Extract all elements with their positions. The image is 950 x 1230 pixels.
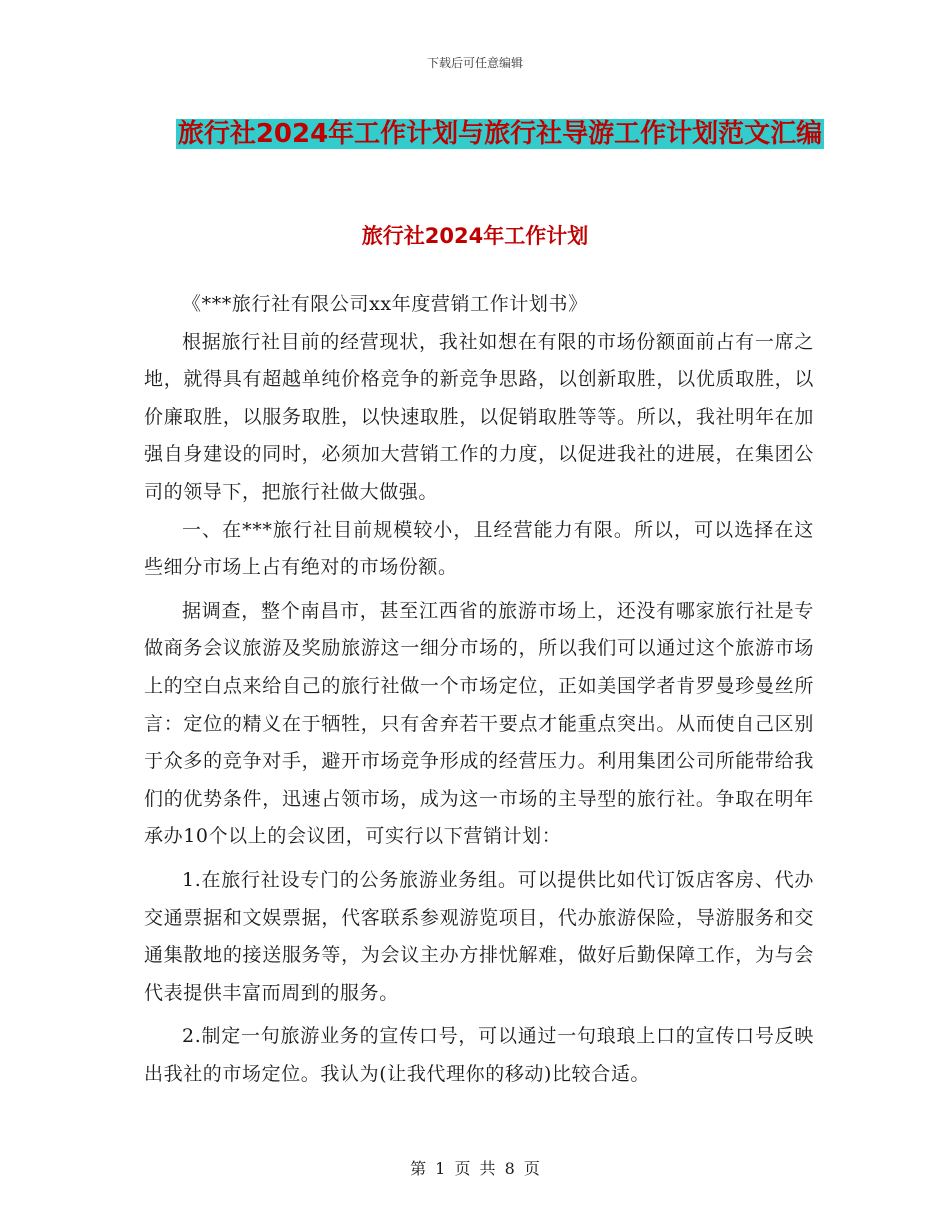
header-note: 下载后可任意编辑 bbox=[426, 56, 523, 70]
document-title-text: 旅行社2024年工作计划与旅行社导游工作计划范文汇编 bbox=[177, 119, 823, 149]
paragraph-intro: 根据旅行社目前的经营现状，我社如想在有限的市场份额面前占有一席之地，就得具有超越单纯价格竞争的新竞争思路，以创新取胜，以优质取胜，以价廉取胜，以服务取胜，以快速取胜，以促销取胜等等。所以，我社明年在加强自身建设的同时，必须加大营销工作的力度，以促进我社的进展，在集团公司的领导下，把旅行社做大做强。 bbox=[144, 330, 814, 503]
page-footer: 第 1 页 共 8 页 bbox=[410, 1159, 540, 1178]
paragraph-doc-name: 《***旅行社有限公司xx年度营销工作计划书》 bbox=[182, 293, 588, 315]
paragraph-section-one: 一、在***旅行社目前规模较小，且经营能力有限。所以，可以选择在这些细分市场上占有绝对的市场份额。 bbox=[144, 518, 814, 579]
document-title bbox=[140, 110, 860, 158]
paragraph-item-2: 2.制定一句旅游业务的宣传口号，可以通过一句琅琅上口的宣传口号反映出我社的市场定位。我认为(让我代理你的移动)比较合适。 bbox=[144, 1025, 814, 1085]
document-body bbox=[144, 286, 814, 1093]
paragraph-research: 据调查，整个南昌市，甚至江西省的旅游市场上，还没有哪家旅行社是专做商务会议旅游及奖励旅游这一细分市场的，所以我们可以通过这个旅游市场上的空白点来给自己的旅行社做一个市场定位，正如美国学者肯罗曼珍曼丝所言：定位的精义在于牺牲，只有舍弃若干要点才能重点突出。从而使自己区别于众多的竞争对手，避开市场竞争形成的经营压力。利用集团公司所能带给我们的优势条件，迅速占领市场，成为这一市场的主导型的旅行社。争取在明年承办10个以上的会议团，可实行以下营销计划： bbox=[144, 599, 814, 848]
section-title: 旅行社2024年工作计划 bbox=[361, 224, 589, 248]
paragraph-item-1: 1.在旅行社设专门的公务旅游业务组。可以提供比如代订饭店客房、代办交通票据和文娱票据，代客联系参观游览项目，代办旅游保险，导游服务和交通集散地的接送服务等，为会议主办方排忧解难，做好后勤保障工作，为与会代表提供丰富而周到的服务。 bbox=[144, 868, 814, 1004]
